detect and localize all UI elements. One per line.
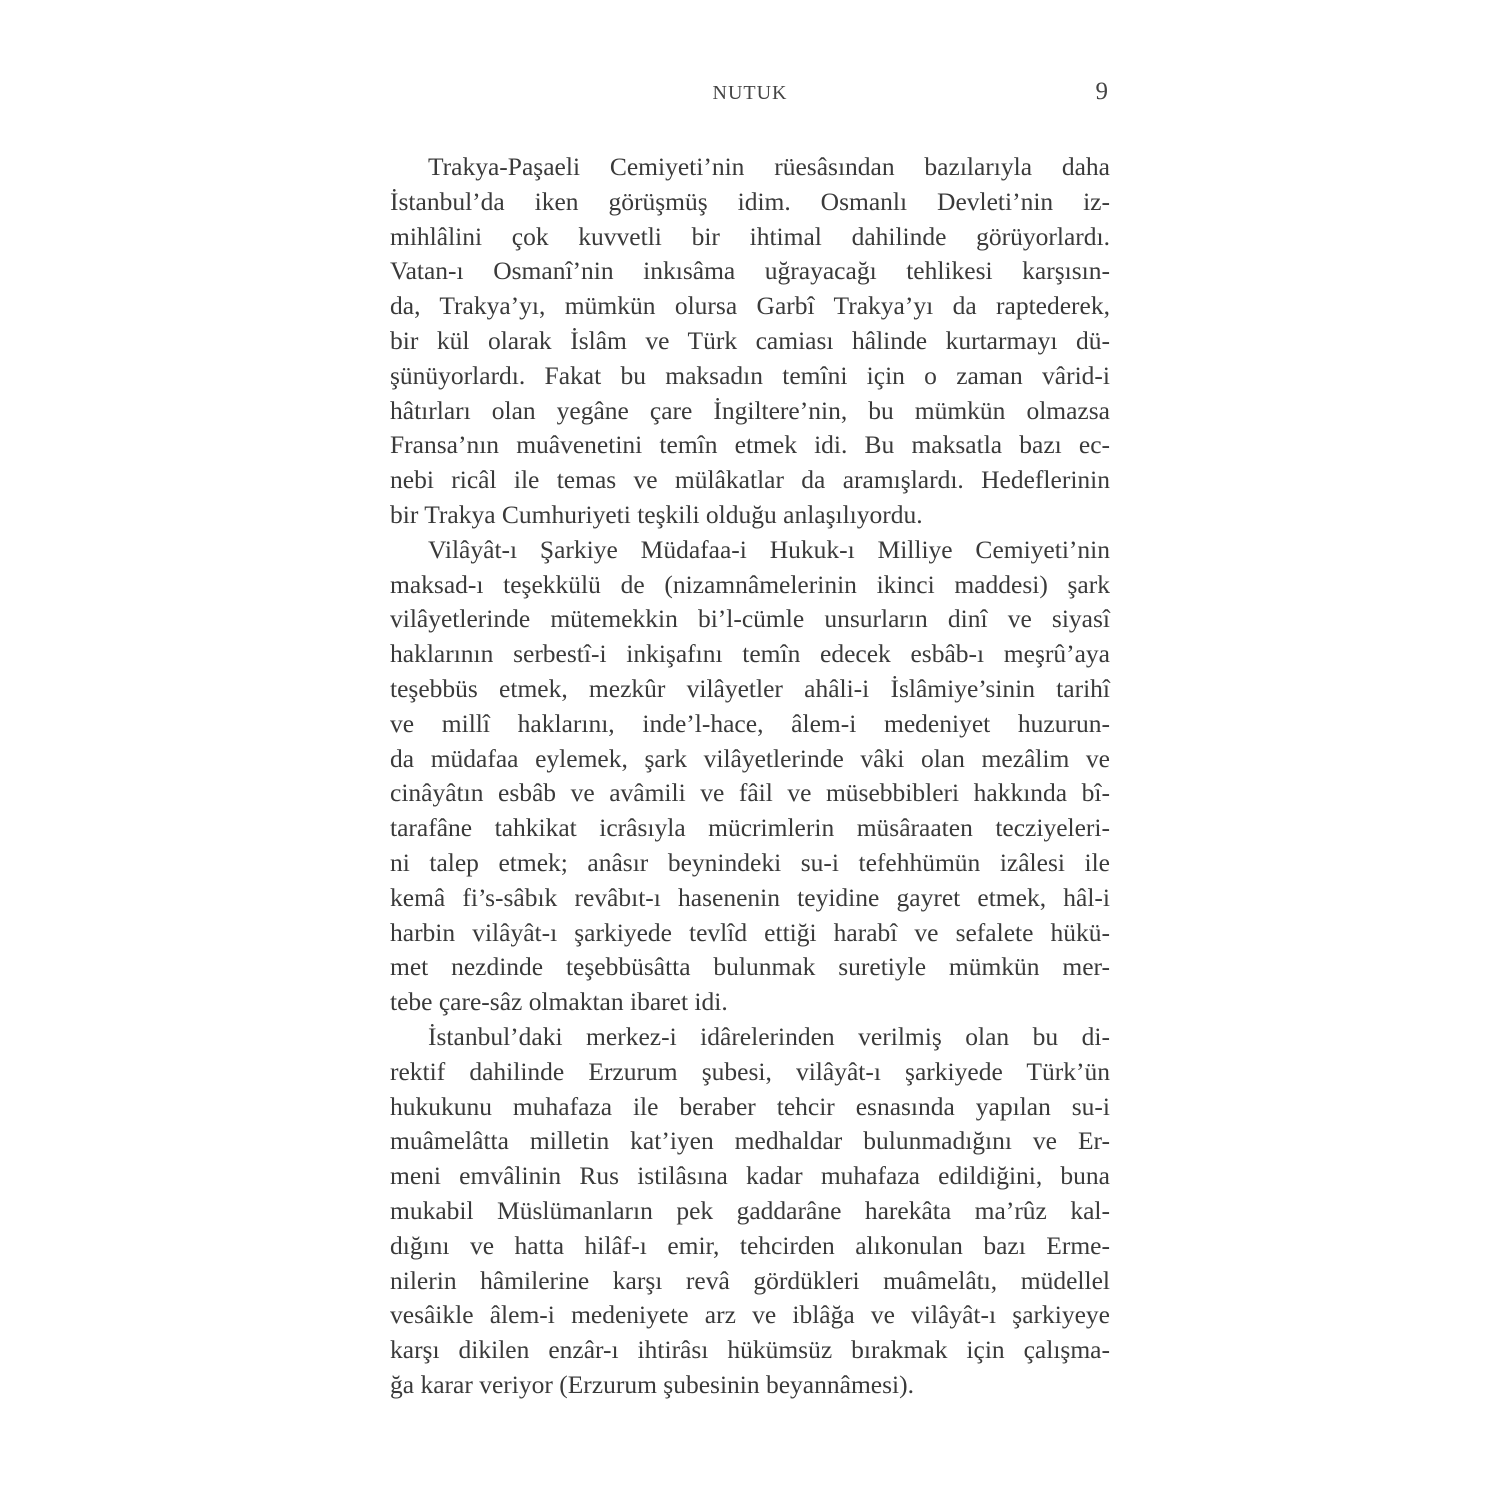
text-line: teşebbüs etmek, mezkûr vilâyetler ahâli-i İslâmiye’sinin tarihî xyxy=(390,673,1110,703)
text-line: kemâ fi’s-sâbık revâbıt-ı hasenenin teyidine gayret etmek, hâl-i xyxy=(390,882,1110,912)
text-line: tarafâne tahkikat icrâsıyla mücrimlerin müsâraaten tecziyeleri- xyxy=(390,813,1110,843)
text-line: Vatan-ı Osmanî’nin inkısâma uğrayacağı tehlikesi karşısın- xyxy=(390,256,1110,286)
page-number: 9 xyxy=(1095,78,1108,105)
text-line: mukabil Müslümanların pek gaddarâne harekâta ma’rûz kal- xyxy=(390,1195,1110,1225)
text-line: şünüyorlardı. Fakat bu maksadın temîni için o zaman vârid-i xyxy=(390,360,1110,390)
text-line: vilâyetlerinde mütemekkin bi’l-cümle unsurların dinî ve siyasî xyxy=(390,604,1110,634)
text-line: met nezdinde teşebbüsâtta bulunmak suretiyle mümkün mer- xyxy=(390,952,1110,982)
text-line: harbin vilâyât-ı şarkiyede tevlîd ettiği harabî ve sefalete hükü- xyxy=(390,917,1110,947)
text-line: bir kül olarak İslâm ve Türk camiası hâlinde kurtarmayı dü- xyxy=(390,325,1110,355)
text-line: muâmelâtta milletin kat’iyen medhaldar bulunmadığını ve Er- xyxy=(390,1126,1110,1156)
text-line: da müdafaa eylemek, şark vilâyetlerinde vâki olan mezâlim ve xyxy=(390,743,1110,773)
paragraph-3 xyxy=(390,1020,1110,1403)
text-line: rektif dahilinde Erzurum şubesi, vilâyât-ı şarkiyede Türk’ün xyxy=(390,1056,1110,1086)
paragraph-2 xyxy=(390,533,1110,1020)
running-title: NUTUK xyxy=(712,82,788,104)
text-line: ni talep etmek; anâsır beynindeki su-i tefehhümün izâlesi ile xyxy=(390,847,1110,877)
text-line: tebe çare-sâz olmaktan ibaret idi. xyxy=(390,987,728,1017)
text-line: cinâyâtın esbâb ve avâmili ve fâil ve müsebbibleri hakkında bî- xyxy=(390,778,1110,808)
text-line: Trakya-Paşaeli Cemiyeti’nin rüesâsından bazılarıyla daha xyxy=(428,152,1110,181)
text-line: ğa karar veriyor (Erzurum şubesinin beyannâmesi). xyxy=(390,1369,914,1399)
body-text xyxy=(390,150,1110,1403)
text-line: haklarının serbestî-i inkişafını temîn edecek esbâb-ı meşrû’aya xyxy=(390,639,1110,669)
text-line: Fransa’nın muâvenetini temîn etmek idi. Bu maksatla bazı ec- xyxy=(390,430,1110,460)
text-line: nebi ricâl ile temas ve mülâkatlar da aramışlardı. Hedeflerinin xyxy=(390,465,1110,495)
text-line: nilerin hâmilerine karşı revâ gördükleri muâmelâtı, müdellel xyxy=(390,1265,1110,1295)
text-line: hukukunu muhafaza ile beraber tehcir esnasında yapılan su-i xyxy=(390,1091,1110,1121)
text-line: maksad-ı teşekkülü de (nizamnâmelerinin ikinci maddesi) şark xyxy=(390,569,1110,599)
text-line: ve millî haklarını, inde’l-hace, âlem-i medeniyet huzurun- xyxy=(390,708,1110,738)
text-line: bir Trakya Cumhuriyeti teşkili olduğu anlaşılıyordu. xyxy=(390,499,923,529)
running-head xyxy=(390,78,1110,112)
text-line: Vilâyât-ı Şarkiye Müdafaa-i Hukuk-ı Milliye Cemiyeti’nin xyxy=(428,534,1110,564)
text-line: mihlâlini çok kuvvetli bir ihtimal dahilinde görüyorlardı. xyxy=(390,221,1110,251)
text-line: vesâikle âlem-i medeniyete arz ve iblâğa ve vilâyât-ı şarkiyeye xyxy=(390,1300,1110,1330)
paragraph-1 xyxy=(390,150,1110,533)
text-line: İstanbul’da iken görüşmüş idim. Osmanlı Devleti’nin iz- xyxy=(390,186,1110,216)
text-line: hâtırları olan yegâne çare İngiltere’nin, bu mümkün olmazsa xyxy=(390,395,1110,425)
text-line: İstanbul’daki merkez-i idârelerinden verilmiş olan bu di- xyxy=(428,1021,1110,1051)
text-line: da, Trakya’yı, mümkün olursa Garbî Trakya’yı da raptederek, xyxy=(390,291,1110,321)
text-line: karşı dikilen enzâr-ı ihtirâsı hükümsüz bırakmak için çalışma- xyxy=(390,1335,1110,1365)
text-line: dığını ve hatta hilâf-ı emir, tehcirden alıkonulan bazı Erme- xyxy=(390,1230,1110,1260)
text-line: meni emvâlinin Rus istilâsına kadar muhafaza edildiğini, buna xyxy=(390,1161,1110,1191)
